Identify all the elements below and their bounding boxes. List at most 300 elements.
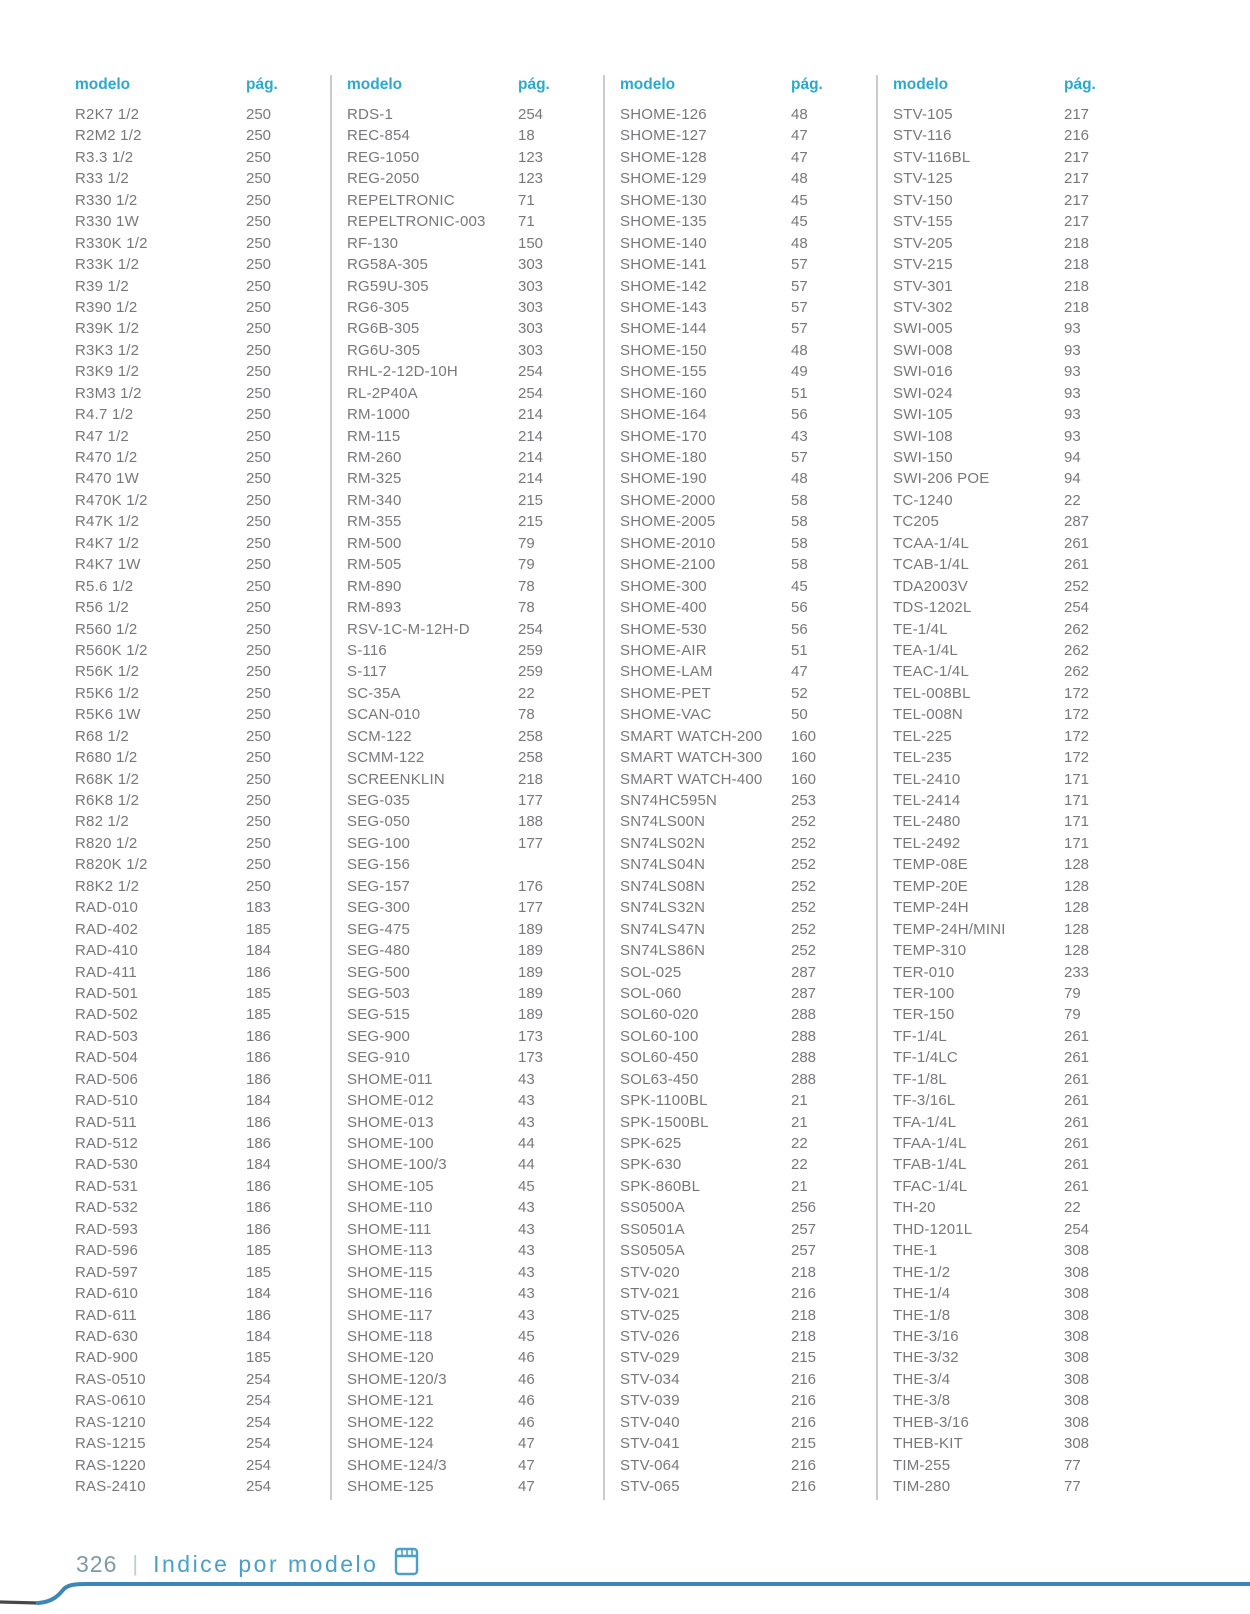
page-cell: 184 [246, 942, 272, 960]
index-row [75, 147, 330, 168]
page-cell: 303 [518, 256, 544, 274]
page-cell: 21 [791, 1177, 808, 1195]
page-cell: 250 [246, 770, 272, 788]
page-cell: 257 [791, 1220, 817, 1238]
page-cell: 79 [1064, 1006, 1081, 1024]
index-row [347, 769, 603, 790]
page-cell: 216 [791, 1392, 817, 1410]
index-row [893, 1347, 1149, 1368]
page-cell: 56 [791, 620, 808, 638]
model-cell: SHOME-117 [347, 1306, 433, 1324]
model-cell: SWI-024 [893, 384, 953, 402]
index-row [893, 254, 1149, 275]
page-cell: 173 [518, 1049, 544, 1067]
index-row [620, 1112, 876, 1133]
index-row [347, 983, 603, 1004]
index-row [347, 704, 603, 725]
page-cell: 214 [518, 427, 544, 445]
model-cell: R470K 1/2 [75, 491, 148, 509]
model-cell: RAS-0610 [75, 1392, 146, 1410]
page-cell: 45 [518, 1177, 535, 1195]
index-row [620, 297, 876, 318]
index-row [893, 1133, 1149, 1154]
index-row [75, 468, 330, 489]
index-row [347, 962, 603, 983]
index-row [75, 1305, 330, 1326]
model-cell: TEL-2492 [893, 834, 961, 852]
model-cell: THE-3/8 [893, 1392, 951, 1410]
page-cell: 250 [246, 792, 272, 809]
page-header-label: pág. [1064, 76, 1096, 93]
model-cell: RSV-1C-M-12H-D [347, 620, 470, 638]
page-cell: 250 [246, 684, 272, 702]
index-row [347, 276, 603, 297]
page-cell: 171 [1064, 834, 1090, 852]
page-cell: 184 [246, 1285, 272, 1303]
model-cell: THEB-3/16 [893, 1413, 969, 1431]
index-row [893, 554, 1149, 575]
index-row [75, 1069, 330, 1090]
page-cell: 250 [246, 384, 272, 402]
model-cell: REG-2050 [347, 170, 420, 188]
index-row [620, 211, 876, 232]
page-cell: 214 [518, 449, 544, 466]
model-cell: SHOME-120/3 [347, 1370, 447, 1388]
index-row [620, 1347, 876, 1368]
model-cell: SHOME-100 [347, 1135, 434, 1152]
model-cell: STV-116 [893, 127, 952, 145]
model-cell: RM-355 [347, 513, 402, 531]
index-row [347, 1069, 603, 1090]
index-row [347, 1347, 603, 1368]
index-row [620, 1026, 876, 1047]
model-cell: RM-893 [347, 599, 402, 617]
index-row [893, 1476, 1149, 1497]
index-row [75, 1240, 330, 1261]
index-row [620, 790, 876, 811]
index-row [893, 1283, 1149, 1304]
index-row [893, 833, 1149, 854]
page-cell: 288 [791, 1070, 817, 1088]
model-cell: R3K9 1/2 [75, 363, 140, 381]
index-row [620, 168, 876, 189]
model-cell: R560K 1/2 [75, 641, 148, 659]
model-cell: SHOME-VAC [620, 706, 712, 724]
index-row [893, 361, 1149, 382]
index-row [893, 1154, 1149, 1175]
index-row [893, 983, 1149, 1004]
page-cell: 215 [791, 1349, 817, 1367]
page-cell: 48 [791, 341, 808, 359]
page-cell: 287 [1064, 513, 1090, 531]
index-row [75, 168, 330, 189]
index-row [620, 919, 876, 940]
footer-separator: | [132, 1551, 139, 1576]
page-cell: 250 [246, 170, 272, 188]
page-cell: 189 [518, 984, 544, 1002]
model-cell: STV-065 [620, 1478, 680, 1495]
page-cell: 250 [246, 599, 272, 617]
model-cell: RM-325 [347, 470, 402, 488]
page-cell: 56 [791, 599, 808, 617]
model-cell: SS0505A [620, 1242, 685, 1260]
index-row [347, 1047, 603, 1068]
model-cell: RAD-610 [75, 1285, 139, 1303]
page-cell: 217 [1064, 170, 1090, 188]
index-row [893, 447, 1149, 468]
index-row [620, 661, 876, 682]
index-row [893, 168, 1149, 189]
model-cell: TFAA-1/4L [893, 1135, 967, 1152]
page-cell: 51 [791, 384, 808, 402]
index-row [620, 1197, 876, 1218]
page-cell: 303 [518, 277, 544, 295]
model-cell: RG6U-305 [347, 341, 421, 359]
model-cell: R330 1/2 [75, 191, 138, 209]
page-cell: 254 [518, 363, 544, 381]
index-column-4 [876, 75, 1149, 1500]
model-cell: R5K6 1W [75, 706, 141, 724]
model-cell: SHOME-530 [620, 620, 707, 638]
model-cell: SWI-016 [893, 363, 953, 381]
column-header [893, 75, 1149, 95]
page-cell: 308 [1064, 1370, 1090, 1388]
page-cell: 254 [1064, 599, 1090, 617]
page-cell: 57 [791, 298, 808, 316]
model-cell: S-117 [347, 663, 387, 681]
index-row [620, 983, 876, 1004]
index-row [347, 1112, 603, 1133]
page-cell: 308 [1064, 1349, 1090, 1367]
index-row [893, 190, 1149, 211]
model-cell: SHOME-400 [620, 599, 707, 617]
model-cell: TF-1/4LC [893, 1049, 958, 1067]
page-cell: 288 [791, 1027, 817, 1045]
page-cell: 51 [791, 641, 808, 659]
model-cell: SHOME-116 [347, 1285, 433, 1303]
page-cell: 218 [791, 1306, 817, 1324]
model-cell: RAS-0510 [75, 1370, 146, 1388]
page-cell: 123 [518, 170, 544, 188]
model-cell: RAD-596 [75, 1242, 139, 1260]
page-cell: 57 [791, 277, 808, 295]
index-row [893, 1433, 1149, 1454]
page-cell: 252 [791, 920, 817, 938]
index-row [347, 340, 603, 361]
model-cell: SHOME-135 [620, 213, 707, 231]
model-cell: SHOME-111 [347, 1220, 432, 1238]
index-row [893, 940, 1149, 961]
page-cell: 287 [791, 984, 817, 1002]
index-row [347, 383, 603, 404]
model-cell: SHOME-141 [620, 256, 707, 274]
page-cell: 123 [518, 148, 544, 166]
page-cell: 171 [1064, 770, 1090, 788]
model-cell: RAD-504 [75, 1049, 139, 1067]
model-cell: THE-1 [893, 1242, 938, 1260]
page-header-label: pág. [791, 76, 823, 93]
page-cell: 214 [518, 470, 544, 488]
model-cell: SN74LS47N [620, 920, 706, 938]
page-cell: 77 [1064, 1456, 1081, 1474]
model-cell: REPELTRONIC [347, 191, 455, 209]
model-cell: SOL60-450 [620, 1049, 699, 1067]
model-cell: TEMP-24H [893, 899, 969, 917]
index-row [620, 1004, 876, 1025]
model-cell: SMART WATCH-200 [620, 727, 763, 745]
model-cell: SHOME-300 [620, 577, 707, 595]
index-row [347, 104, 603, 125]
page-cell: 287 [791, 963, 817, 981]
page-cell: 43 [518, 1199, 535, 1217]
index-row [347, 1326, 603, 1347]
model-cell: R33 1/2 [75, 170, 129, 188]
model-cell: SEG-300 [347, 899, 411, 917]
model-cell: STV-301 [893, 277, 953, 295]
index-row [75, 340, 330, 361]
page-cell: 46 [518, 1392, 535, 1410]
index-row [893, 233, 1149, 254]
page-cell: 93 [1064, 427, 1081, 445]
index-row [620, 726, 876, 747]
page-cell: 186 [246, 1177, 272, 1195]
page-cell: 250 [246, 727, 272, 745]
index-row [75, 769, 330, 790]
model-cell: TIM-280 [893, 1478, 951, 1495]
page-cell: 308 [1064, 1392, 1090, 1410]
page-cell: 185 [246, 984, 272, 1002]
model-cell: TEL-2480 [893, 813, 961, 831]
page-cell: 216 [1064, 127, 1090, 145]
page-cell: 250 [246, 749, 272, 767]
index-row [893, 383, 1149, 404]
model-cell: SPK-1500BL [620, 1113, 709, 1131]
page-cell: 43 [518, 1113, 535, 1131]
index-row [347, 1133, 603, 1154]
model-cell: RG58A-305 [347, 256, 429, 274]
model-cell: TC-1240 [893, 491, 953, 509]
model-cell: STV-150 [893, 191, 953, 209]
index-row [347, 190, 603, 211]
index-row [75, 1112, 330, 1133]
model-cell: SCM-122 [347, 727, 412, 745]
model-cell: RAD-593 [75, 1220, 139, 1238]
model-cell: SEG-157 [347, 877, 411, 895]
page-cell: 186 [246, 1113, 272, 1131]
page-cell: 250 [246, 277, 272, 295]
index-row [347, 468, 603, 489]
model-cell: SHOME-140 [620, 234, 707, 252]
page-cell: 189 [518, 920, 544, 938]
index-row [893, 1090, 1149, 1111]
index-row [75, 1197, 330, 1218]
index-row [893, 747, 1149, 768]
index-row [347, 233, 603, 254]
index-row [75, 1326, 330, 1347]
page-cell: 43 [518, 1092, 535, 1110]
model-cell: SEG-156 [347, 856, 411, 874]
index-row [347, 361, 603, 382]
model-cell: SOL63-450 [620, 1070, 699, 1088]
model-cell: SHOME-PET [620, 684, 711, 702]
index-row [893, 726, 1149, 747]
notebook-icon [394, 1547, 419, 1582]
model-cell: SHOME-2000 [620, 491, 716, 509]
index-row [347, 811, 603, 832]
model-cell: R39 1/2 [75, 277, 129, 295]
page-cell: 160 [791, 749, 817, 767]
model-cell: STV-039 [620, 1392, 680, 1410]
page-cell: 71 [518, 213, 535, 231]
page-cell: 288 [791, 1049, 817, 1067]
index-row [347, 125, 603, 146]
index-row [620, 854, 876, 875]
model-cell: RAD-630 [75, 1327, 139, 1345]
page-cell: 250 [246, 106, 272, 123]
model-cell: SHOME-128 [620, 148, 707, 166]
model-cell: RAD-611 [75, 1306, 137, 1324]
page-cell: 48 [791, 470, 808, 488]
model-cell: SN74LS00N [620, 813, 706, 831]
page-cell: 303 [518, 341, 544, 359]
index-row [347, 1026, 603, 1047]
index-row [75, 490, 330, 511]
index-row [893, 769, 1149, 790]
page-cell: 252 [791, 856, 817, 874]
model-cell: R2M2 1/2 [75, 127, 142, 145]
model-cell: SHOME-110 [347, 1199, 433, 1217]
index-row [75, 790, 330, 811]
model-cell: SHOME-125 [347, 1478, 434, 1495]
model-cell: SCAN-010 [347, 706, 421, 724]
index-row [75, 619, 330, 640]
page-cell: 46 [518, 1413, 535, 1431]
model-cell: THE-1/8 [893, 1306, 951, 1324]
model-cell: SN74LS04N [620, 856, 706, 874]
index-row [620, 1047, 876, 1068]
page-cell: 250 [246, 449, 272, 466]
model-cell: SHOME-105 [347, 1177, 434, 1195]
index-row [347, 147, 603, 168]
model-cell: RAD-531 [75, 1177, 139, 1195]
model-cell: TDS-1202L [893, 599, 972, 617]
page-cell: 22 [791, 1135, 808, 1152]
index-row [347, 1154, 603, 1175]
page-cell: 48 [791, 170, 808, 188]
page-cell: 172 [1064, 727, 1090, 745]
page-cell: 218 [1064, 277, 1090, 295]
model-cell: TER-010 [893, 963, 955, 981]
page-cell: 184 [246, 1156, 272, 1174]
page-cell: 43 [518, 1220, 535, 1238]
model-cell: TEMP-310 [893, 942, 967, 960]
index-row [620, 1090, 876, 1111]
model-cell: R330K 1/2 [75, 234, 148, 252]
index-row [620, 233, 876, 254]
index-row [620, 962, 876, 983]
model-cell: RAS-1220 [75, 1456, 146, 1474]
page-cell: 79 [1064, 984, 1081, 1002]
index-row [620, 1326, 876, 1347]
model-cell: SHOME-170 [620, 427, 707, 445]
model-cell: RM-1000 [347, 406, 411, 424]
model-cell: SHOME-113 [347, 1242, 433, 1260]
index-row [893, 619, 1149, 640]
page-cell: 58 [791, 534, 808, 552]
model-cell: SHOME-115 [347, 1263, 433, 1281]
page-cell: 217 [1064, 213, 1090, 231]
index-row [347, 211, 603, 232]
page-cell: 177 [518, 792, 544, 809]
page-cell: 261 [1064, 534, 1090, 552]
index-row [893, 297, 1149, 318]
index-row [347, 404, 603, 425]
index-row [75, 276, 330, 297]
page-cell: 262 [1064, 641, 1090, 659]
index-row [893, 211, 1149, 232]
index-row [75, 983, 330, 1004]
model-cell: TDA2003V [893, 577, 968, 595]
page-cell: 58 [791, 513, 808, 531]
index-row [347, 1369, 603, 1390]
page-cell: 48 [791, 234, 808, 252]
index-row [620, 1240, 876, 1261]
model-cell: RHL-2-12D-10H [347, 363, 458, 381]
model-cell: TCAA-1/4L [893, 534, 969, 552]
index-column-2 [330, 75, 603, 1500]
model-cell: RAD-511 [75, 1113, 137, 1131]
page-cell: 215 [791, 1435, 817, 1453]
model-cell: SHOME-011 [347, 1070, 433, 1088]
index-row [347, 854, 603, 875]
page-cell: 186 [246, 1199, 272, 1217]
page-cell: 93 [1064, 363, 1081, 381]
model-cell: TC205 [893, 513, 940, 531]
model-cell: R3.3 1/2 [75, 148, 134, 166]
index-row [620, 1369, 876, 1390]
index-row [75, 426, 330, 447]
model-cell: SHOME-2005 [620, 513, 716, 531]
page-cell: 308 [1064, 1242, 1090, 1260]
index-row [620, 361, 876, 382]
model-cell: THEB-KIT [893, 1435, 963, 1453]
model-cell: SHOME-2010 [620, 534, 716, 552]
index-row [75, 1347, 330, 1368]
page-cell: 93 [1064, 320, 1081, 338]
model-cell: SHOME-118 [347, 1327, 433, 1345]
model-cell: SN74LS02N [620, 834, 706, 852]
page-cell: 48 [791, 106, 808, 123]
model-cell: SPK-860BL [620, 1177, 701, 1195]
model-cell: STV-029 [620, 1349, 680, 1367]
model-cell: SMART WATCH-300 [620, 749, 763, 767]
index-row [75, 511, 330, 532]
index-row [75, 190, 330, 211]
page-cell: 57 [791, 449, 808, 466]
index-row [620, 104, 876, 125]
model-cell: R2K7 1/2 [75, 106, 140, 123]
index-row [893, 125, 1149, 146]
page-cell: 78 [518, 577, 535, 595]
index-row [620, 1412, 876, 1433]
page-cell: 288 [791, 1006, 817, 1024]
index-row [75, 1154, 330, 1175]
model-cell: R4K7 1W [75, 556, 141, 574]
index-row [893, 1262, 1149, 1283]
model-cell: RF-130 [347, 234, 399, 252]
index-row [347, 1090, 603, 1111]
model-cell: TEL-2414 [893, 792, 961, 809]
